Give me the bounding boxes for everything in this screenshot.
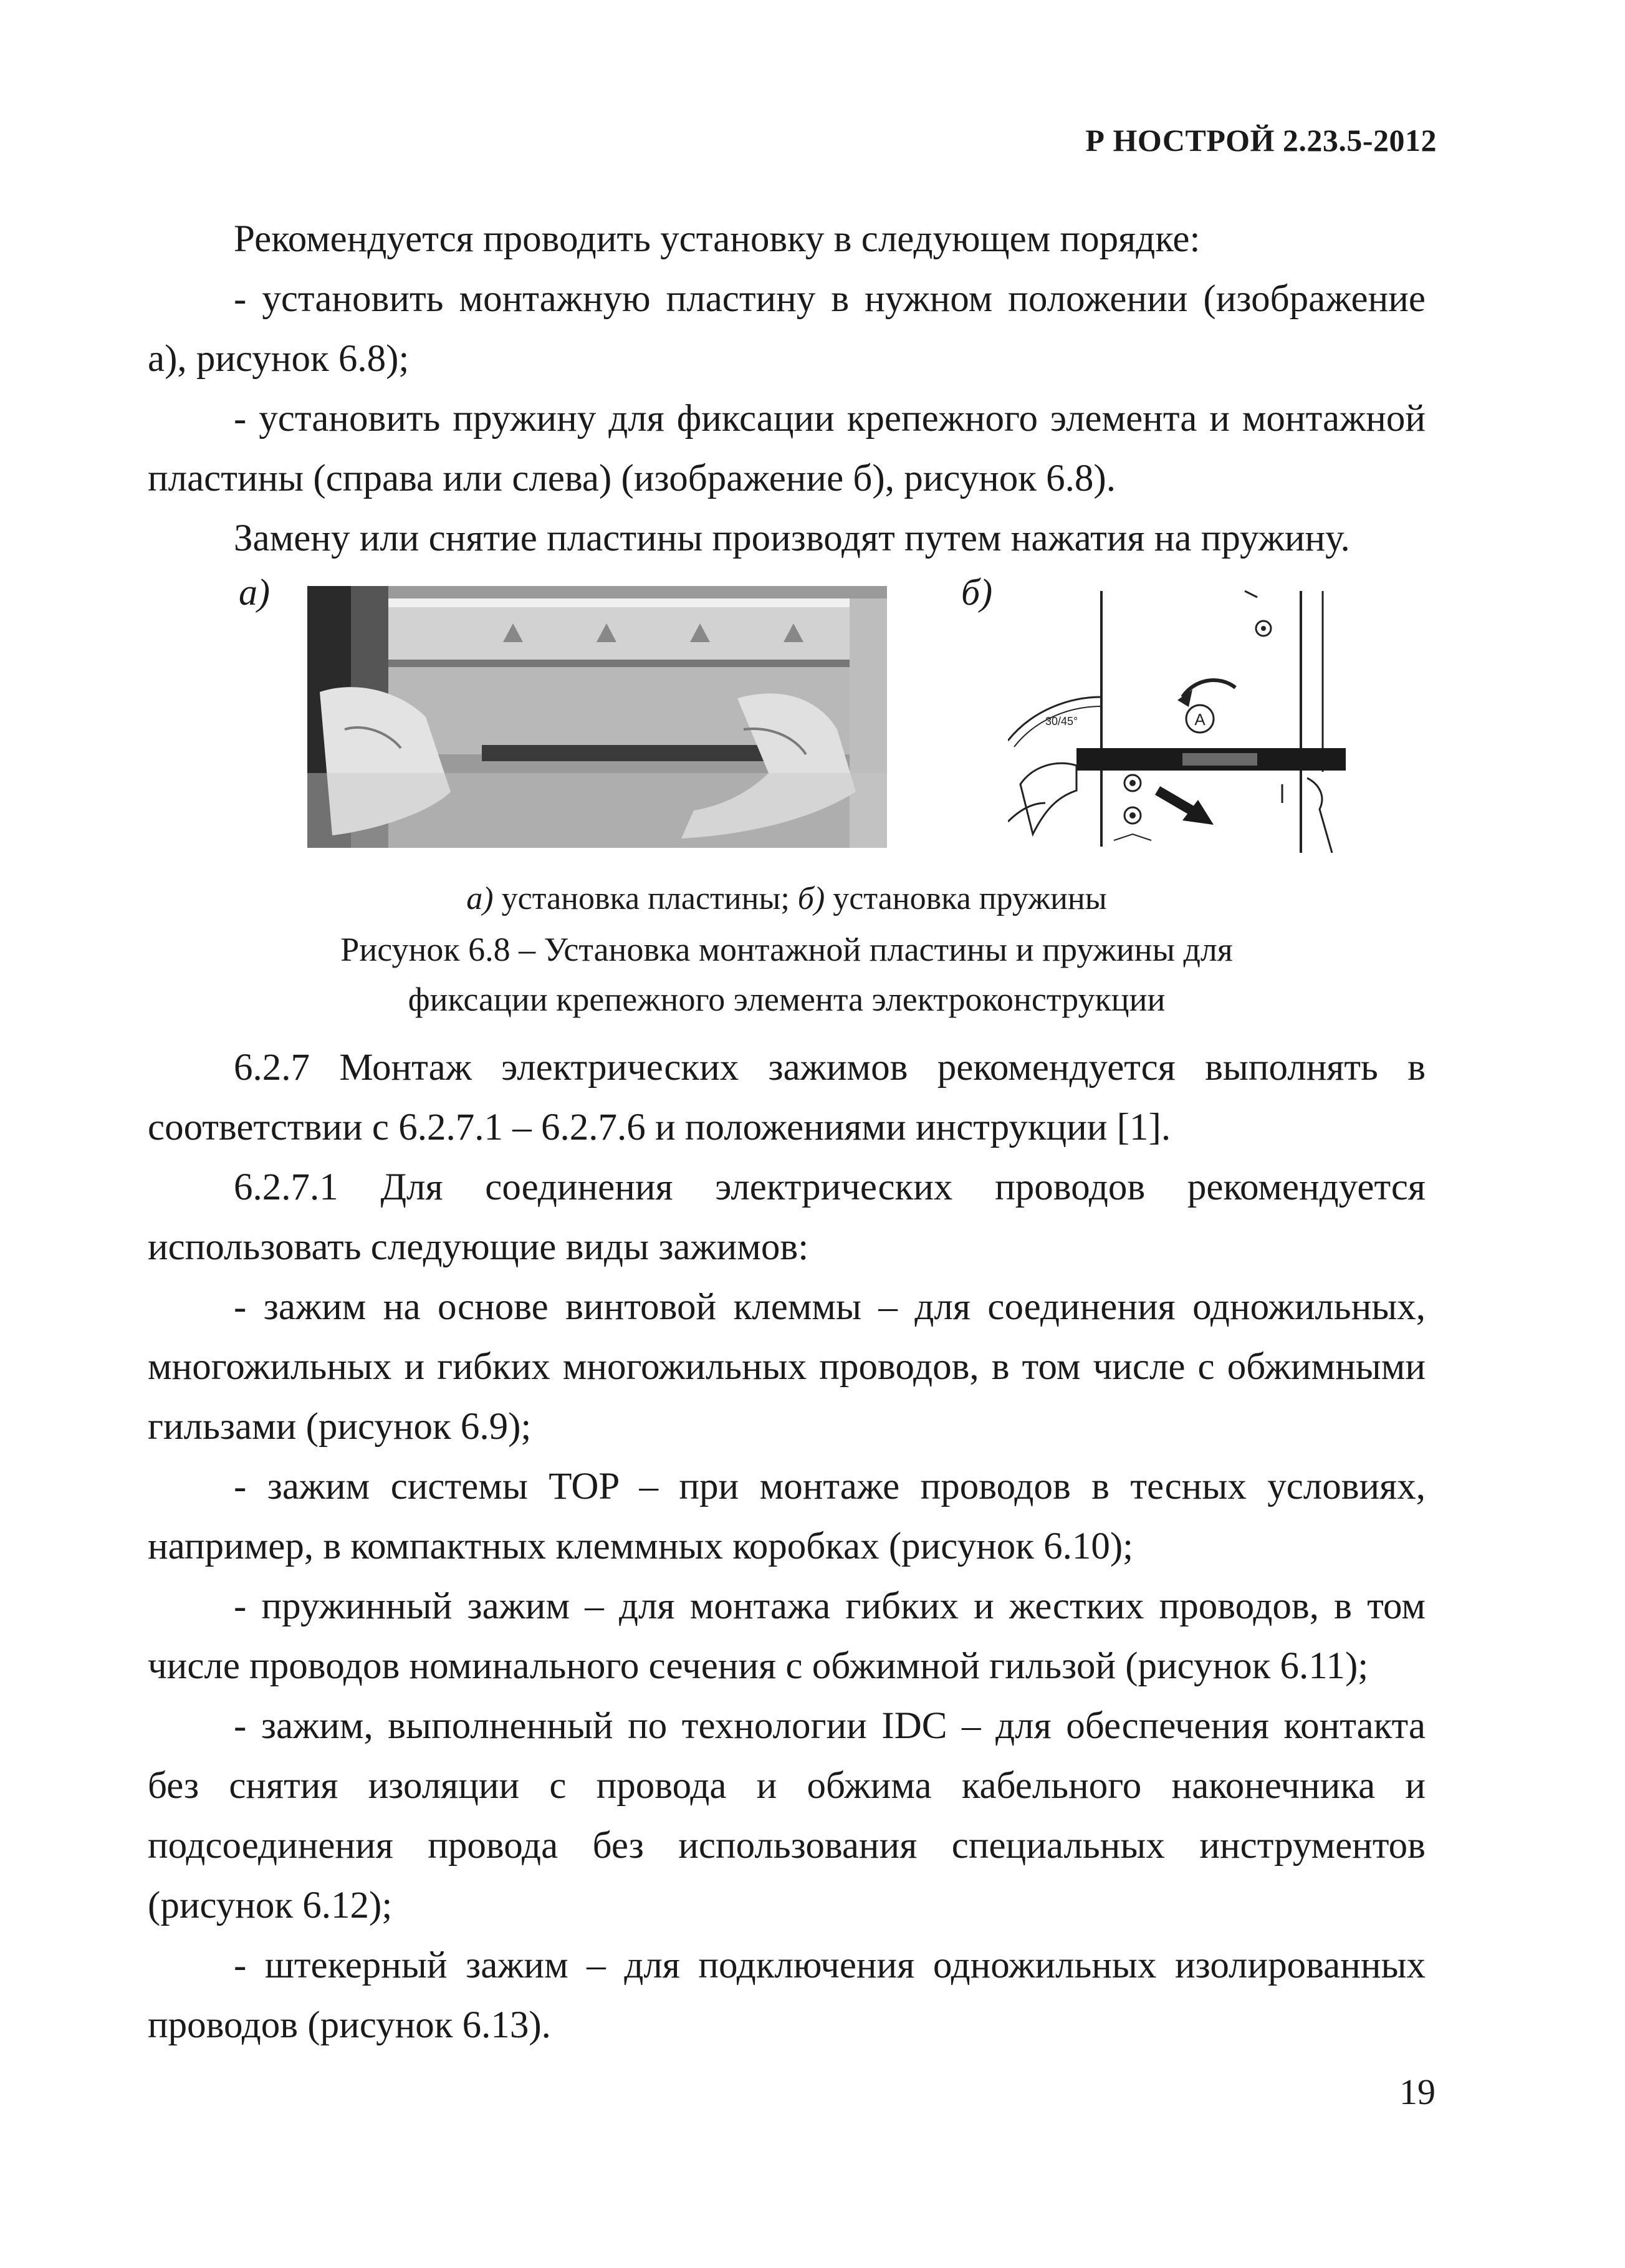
subcaption-mark-a: а) <box>466 881 494 916</box>
paragraph: 6.2.7.1 Для соединения электрических проводов рекомендуется использовать следующие виды зажимов: <box>148 1166 1426 1268</box>
figure-label-b: б) <box>961 572 993 613</box>
paragraph: 6.2.7 Монтаж электрических зажимов рекомендуется выполнять в соответствии с 6.2.7.1 – 6.2.7.6 и положениями инструкции [1]. <box>148 1047 1426 1148</box>
figure-subcaption <box>148 880 1426 917</box>
subcaption-mark-b: б) <box>797 881 825 916</box>
figure-caption-line-1: Рисунок 6.8 – Установка монтажной пластины и пружины для <box>340 931 1233 968</box>
paragraph: - зажим на основе винтовой клеммы – для соединения одножильных, многожильных и гибких многожильных проводов, в том числе с обжимными гильзами (рисунок 6.9); <box>148 1286 1426 1448</box>
text-block-bottom <box>148 1038 1426 2055</box>
subcaption-text-b: установка пружины <box>825 881 1107 916</box>
paragraph: Замену или снятие пластины производят путем нажатия на пружину. <box>234 517 1350 559</box>
paragraph: - зажим системы TOP – при монтаже проводов в тесных условиях, например, в компактных клеммных коробках (рисунок 6.10); <box>148 1466 1426 1567</box>
angle-label: 30/45° <box>1045 715 1078 728</box>
figure-label-a: а) <box>239 572 270 613</box>
subcaption-text-a: установка пластины; <box>493 881 798 916</box>
paragraph: - штекерный зажим – для подключения одножильных изолированных проводов (рисунок 6.13). <box>148 1944 1426 2046</box>
spring-installation-drawing <box>1008 585 1358 859</box>
paragraph: - пружинный зажим – для монтажа гибких и жестких проводов, в том числе проводов номинального сечения с обжимной гильзой (рисунок 6.11); <box>148 1585 1426 1687</box>
text-block-top <box>148 209 1426 569</box>
mounting-plate-photo <box>307 586 887 848</box>
document-code-header: Р НОСТРОЙ 2.23.5-2012 <box>1085 123 1437 158</box>
paragraph: - установить пружину для фиксации крепежного элемента и монтажной пластины (справа или слева) (изображение б), рисунок 6.8). <box>148 398 1426 499</box>
figure-caption-line-2: фиксации крепежного элемента электроконструкции <box>408 981 1166 1018</box>
inset-letter-a: A <box>1194 710 1206 729</box>
page-number: 19 <box>1399 2072 1436 2112</box>
paragraph: - зажим, выполненный по технологии IDC – для обеспечения контакта без снятия изоляции с провода и обжима кабельного наконечника и подсоединения провода без использования специальных инструментов (рисунок 6.12); <box>148 1705 1426 1926</box>
paragraph: - установить монтажную пластину в нужном положении (изображение а), рисунок 6.8); <box>148 278 1426 380</box>
paragraph: Рекомендуется проводить установку в следующем порядке: <box>234 218 1201 260</box>
